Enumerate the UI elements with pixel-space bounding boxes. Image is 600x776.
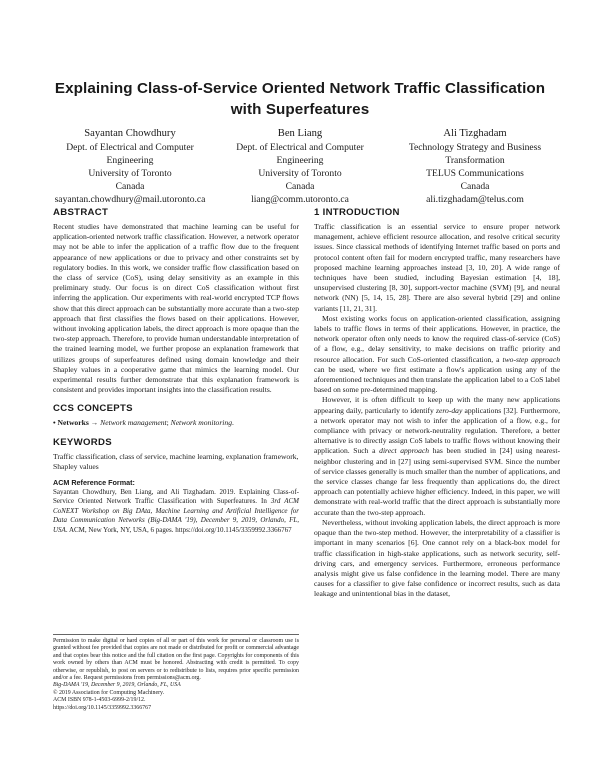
intro-paragraph: Traffic classification is an essential service to ensure proper network management, achieve efficient resource allocation, and resolve critical security issues. Since classical methods of identifying Internet traffic based on ports and protocol content often fail for modern encrypted traffic, many researchers have proposed machine learning approaches instead [3, 10, 20]. A wide range of techniques have been studied, including Bayesian estimation [4, 18], unsupervised clustering [8, 30], support-vector machine (SVM) [9], and neural network (NN) [5, 14, 15, 28]. There are also several hybrid [29] and online variants [11, 21, 31]. <box>314 222 560 313</box>
acm-reference-heading: ACM Reference Format: <box>53 478 135 488</box>
ccs-heading: CCS CONCEPTS <box>53 403 133 415</box>
abstract-text: Recent studies have demonstrated that machine learning can be useful for application-oriented network traffic classification. However, a network operator may not be able to infer the application of a traffic flow due to the frequent appearance of new applications or due to privacy and other constraints set by regulatory bodies. In this work, we consider traffic flow classification based on the class of service (CoS), using delay sensitivity as an example in this preliminary study. Our focus is on direct CoS classification without first inferring the application. Our experiments with real-world encrypted TCP flows show that this direct approach can be substantially more accurate than a two-step approach that first classifies the flows based on their applications. However, without invoking application labels, the direct approach is more opaque than the two-step approach. Therefore, to provide human understandable interpretation of the trained learning model, we further propose an explanation framework that utilizes groups of superfeatures defined using domain knowledge and their Shapley values in a cooperative game that mimics the learning model. Our experimental results further demonstrate that this explanation framework is consistent and provides important insights into the classification results. <box>53 222 299 395</box>
author-affiliation-line: Dept. of Electrical and Computer <box>66 142 194 153</box>
acm-reference-text <box>53 488 299 535</box>
author-affiliation-line: Engineering <box>106 155 154 166</box>
text-run: However, it is often difficult to keep up with the many new applications appearing daily, particularly to identify <box>314 395 560 415</box>
acm-ref-part: Sayantan Chowdhury, Ben Liang, and Ali Tizghadam. 2019. Explaining Class-of-Service Oriented Network Traffic Classification with Superfeatures. In <box>53 488 299 506</box>
text-run: has been studied in [24] using nearest-neighbor clustering and in [27] using semi-supervised SVM. Since the number of service classes generally is much smaller than the number of applications, and the service classes change far less frequently than applications do, the direct approach can potentially achieve higher efficiency. Indeed, in this paper, we will demonstrate with real-world traffic that the direct approach is substantially more accurate than the two-step approach. <box>314 446 561 517</box>
ccs-bullet: • Networks <box>53 418 89 428</box>
intro-paragraph: Nevertheless, without invoking application labels, the direct approach is more opaque than the two-step method. However, the interpretability of a classifier is important in many scenarios [6]. One cannot rely on a black-box model for traffic classification in high-stake applications, such as network security, self-driving cars, and emergency services. Furthermore, erroneous performance analysis might give us false confidence in the learning model. There are many causes for a classifier to give false confidence or incorrect results, such as data leakage and unintentional bias in the dataset, <box>314 517 560 599</box>
text-run: applications [32]. Furthermore, a network operator may not wish to infer the application of a flow, e.g., for compliance with privacy or network-neutrality regulation. Therefore, a better alternative is to directly assign CoS labels to traffic flows without knowing their application. Such a <box>314 405 561 456</box>
author-email: sayantan.chowdhury@mail.utoronto.ca <box>54 194 206 205</box>
right-column <box>314 207 560 600</box>
author-affiliation-line: Technology Strategy and Business <box>408 142 542 153</box>
ccs-concept: Network management <box>100 418 167 428</box>
author-3 <box>385 127 565 206</box>
introduction-heading: 1 INTRODUCTION <box>314 207 400 218</box>
author-affiliation-line: Canada <box>115 181 145 192</box>
ccs-separator: ; <box>166 418 171 428</box>
abstract-heading: ABSTRACT <box>53 207 109 218</box>
text-run: Most existing works focus on application-oriented classification, assigning labels to traffic flows in terms of their applications. However, in practice, the network operator often only needs to know the required class-of-service (CoS) of a flow, e.g., delay sensitivity, to make decisions on traffic priority and resource allocation. For such CoS-oriented classification, a <box>314 313 560 364</box>
isbn-line: ACM ISBN 978-1-4503-6999-2/19/12. <box>53 697 146 704</box>
author-name: Ali Tizghadam <box>443 128 507 139</box>
keywords-heading: KEYWORDS <box>53 436 112 448</box>
doi-link[interactable]: https://doi.org/10.1145/3359992.3366767 <box>53 704 152 711</box>
intro-paragraph <box>314 395 560 517</box>
author-email: ali.tizghadam@telus.com <box>426 194 524 205</box>
author-affiliation-line: University of Toronto <box>258 168 342 179</box>
acm-ref-venue: 3rd ACM CoNEXT Workshop on Big DAta, Machine Learning and Artificial Intelligence for Data Communication Networks (Big-DAMA '19), December 9, 2019, Orlando, FL, USA <box>53 497 300 534</box>
author-affiliation-line: Engineering <box>276 155 324 166</box>
author-email: liang@comm.utoronto.ca <box>251 194 349 205</box>
copyright-line: © 2019 Association for Computing Machinery. <box>53 689 165 696</box>
author-affiliation-line: University of Toronto <box>88 168 172 179</box>
text-run: can be used, where we first estimate a flow's application using any of the aforementioned techniques and then translate the application label to a CoS label based on some pre-determined mapping. <box>314 364 560 395</box>
author-affiliation-line: Transformation <box>445 155 505 166</box>
author-1 <box>40 127 220 206</box>
conference-line: Big-DAMA '19, December 9, 2019, Orlando, FL, USA <box>53 682 181 689</box>
ccs-concepts <box>53 418 299 428</box>
intro-paragraph <box>314 314 560 396</box>
ccs-concept: Network monitoring <box>170 418 233 428</box>
permission-footnote <box>53 634 299 712</box>
emphasis: direct approach <box>379 446 430 456</box>
author-name: Ben Liang <box>277 128 323 139</box>
author-affiliation-line: Canada <box>460 181 490 192</box>
paper-title: Explaining Class-of-Service Oriented Network Traffic Classification with Superfeatures <box>54 80 546 118</box>
keywords-text: Traffic classification, class of service, machine learning, explanation framework, Shapley values <box>53 451 299 471</box>
author-2 <box>215 127 385 206</box>
permission-text: Permission to make digital or hard copies of all or part of this work for personal or classroom use is granted without fee provided that copies are not made or distributed for profit or commercial advantage and that copies bear this notice and the full citation on the first page. Copyrights for components of this work owned by others than ACM must be honored. Abstracting with credit is permitted. To copy otherwise, or republish, to post on servers or to redistribute to lists, requires prior specific permission and/or a fee. Request permissions from permissions@acm.org. <box>53 638 299 682</box>
author-affiliation-line: Dept. of Electrical and Computer <box>236 142 364 153</box>
author-affiliation-line: TELUS Communications <box>426 168 524 179</box>
ccs-end: . <box>232 418 234 428</box>
ccs-arrow: → <box>88 418 101 428</box>
author-name: Sayantan Chowdhury <box>84 128 176 139</box>
acm-ref-part: . ACM, New York, NY, USA, 6 pages. https://doi.org/10.1145/3359992.3366767 <box>65 525 292 534</box>
author-affiliation-line: Canada <box>285 181 315 192</box>
emphasis: zero-day <box>436 405 463 415</box>
emphasis: two-step approach <box>502 354 560 364</box>
left-column <box>53 207 299 535</box>
